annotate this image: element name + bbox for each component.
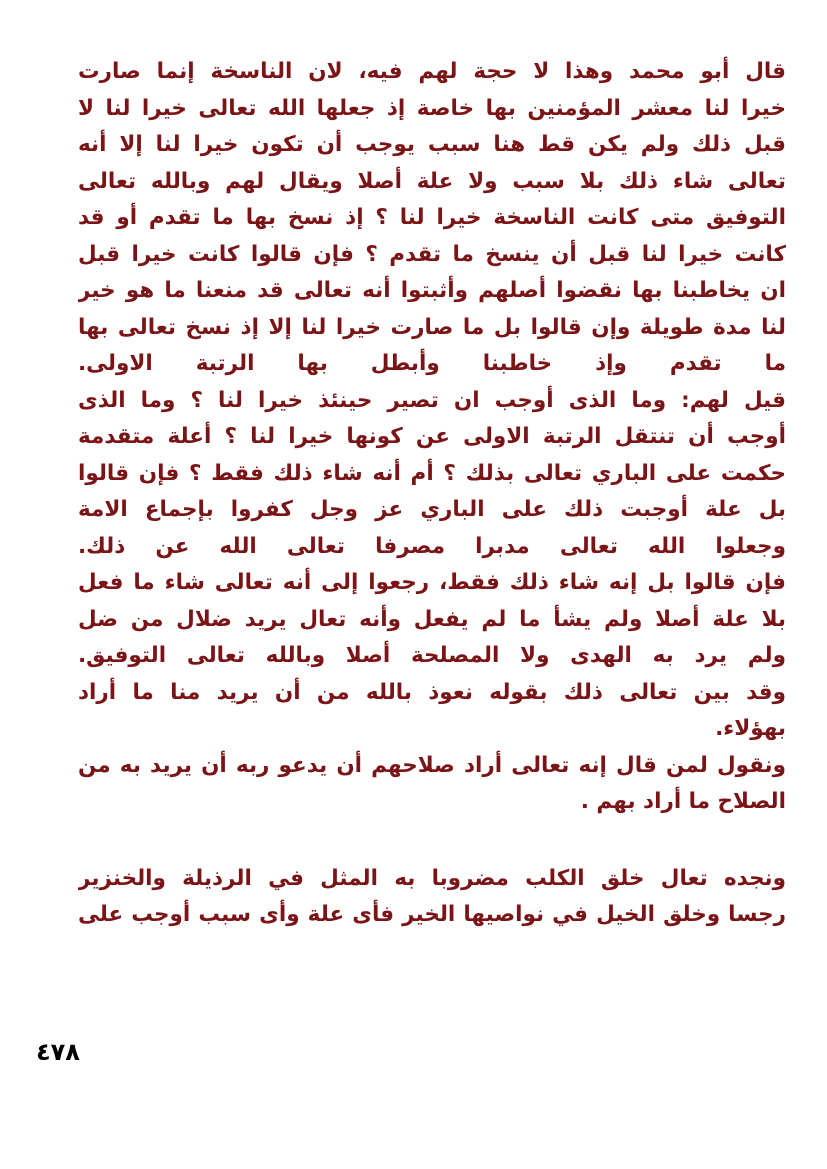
page-number: ٤٧٨ — [36, 1038, 80, 1066]
text-line: وجعلوا الله تعالى مدبرا مصرفا تعالى الله عن ذلك. — [78, 533, 786, 559]
text-line: قال أبو محمد وهذا لا حجة لهم فيه، لان الناسخة إنما صارت — [78, 59, 786, 84]
text-line: تعالى شاء ذلك بلا سبب ولا علة أصلا ويقال لهم وبالله تعالى — [78, 168, 786, 194]
text-line: بل علة أوجبت ذلك على الباري عز وجل كفروا بإجماع الامة — [78, 497, 786, 522]
text-line: قيل لهم: وما الذى أوجب ان تصير حينئذ خيرا لنا ؟ وما الذى — [78, 387, 786, 413]
text-line: ونجده تعال خلق الكلب مضروبا به المثل في الرذيلة والخنزير — [78, 865, 786, 891]
text-line: بهؤلاء. — [715, 716, 786, 741]
text-line: حكمت على الباري تعالى بذلك ؟ أم أنه شاء ذلك فقط ؟ فإن قالوا — [78, 460, 786, 486]
text-line: أوجب أن تنتقل الرتبة الاولى عن كونها خيرا لنا ؟ أعلة متقدمة — [78, 424, 786, 449]
text-line: خيرا لنا معشر المؤمنين بها خاصة إذ جعلها الله تعالى خيرا لنا لا — [78, 95, 786, 121]
text-line: وقد بين تعالى ذلك بقوله نعوذ بالله من أن يريد منا ما أراد — [78, 679, 786, 705]
text-line: فإن قالوا بل إنه شاء ذلك فقط، رجعوا إلى أنه تعالى شاء ما فعل — [78, 570, 786, 595]
text-line: رجسا وخلق الخيل في نواصيها الخير فأى علة وأى سبب أوجب على — [78, 902, 786, 927]
text-line: ولم يرد به الهدى ولا المصلحة أصلا وبالله تعالى التوفيق. — [78, 643, 786, 668]
text-line: لنا مدة طويلة وإن قالوا بل ما صارت خيرا لنا إلا إذ نسخ تعالى بها — [78, 314, 786, 340]
text-line: التوفيق متى كانت الناسخة خيرا لنا ؟ إذ نسخ بها ما تقدم أو قد — [78, 205, 786, 230]
text-line: ان يخاطبنا بها نقضوا أصلهم وأثبتوا أنه تعالى قد منعنا ما هو خير — [78, 278, 786, 303]
paragraph-gap — [78, 821, 786, 861]
text-line: بلا علة أصلا ولم يشأ ما لم يفعل وأنه تعال يريد ضلال من ضل — [78, 606, 786, 632]
text-line: قبل ذلك ولم يكن قط هنا سبب يوجب أن تكون خيرا لنا إلا أنه — [78, 132, 786, 157]
text-line: كانت خيرا لنا قبل أن ينسخ ما تقدم ؟ فإن قالوا كانت خيرا قبل — [78, 241, 786, 267]
text-line: الصلاح ما أراد بهم . — [580, 789, 786, 814]
body-text — [78, 54, 786, 934]
text-line: ونقول لمن قال إنه تعالى أراد صلاحهم أن يدعو ربه أن يريد به من — [78, 752, 786, 778]
text-line: ما تقدم وإذ خاطبنا وأبطل بها الرتبة الاولى. — [78, 351, 786, 376]
